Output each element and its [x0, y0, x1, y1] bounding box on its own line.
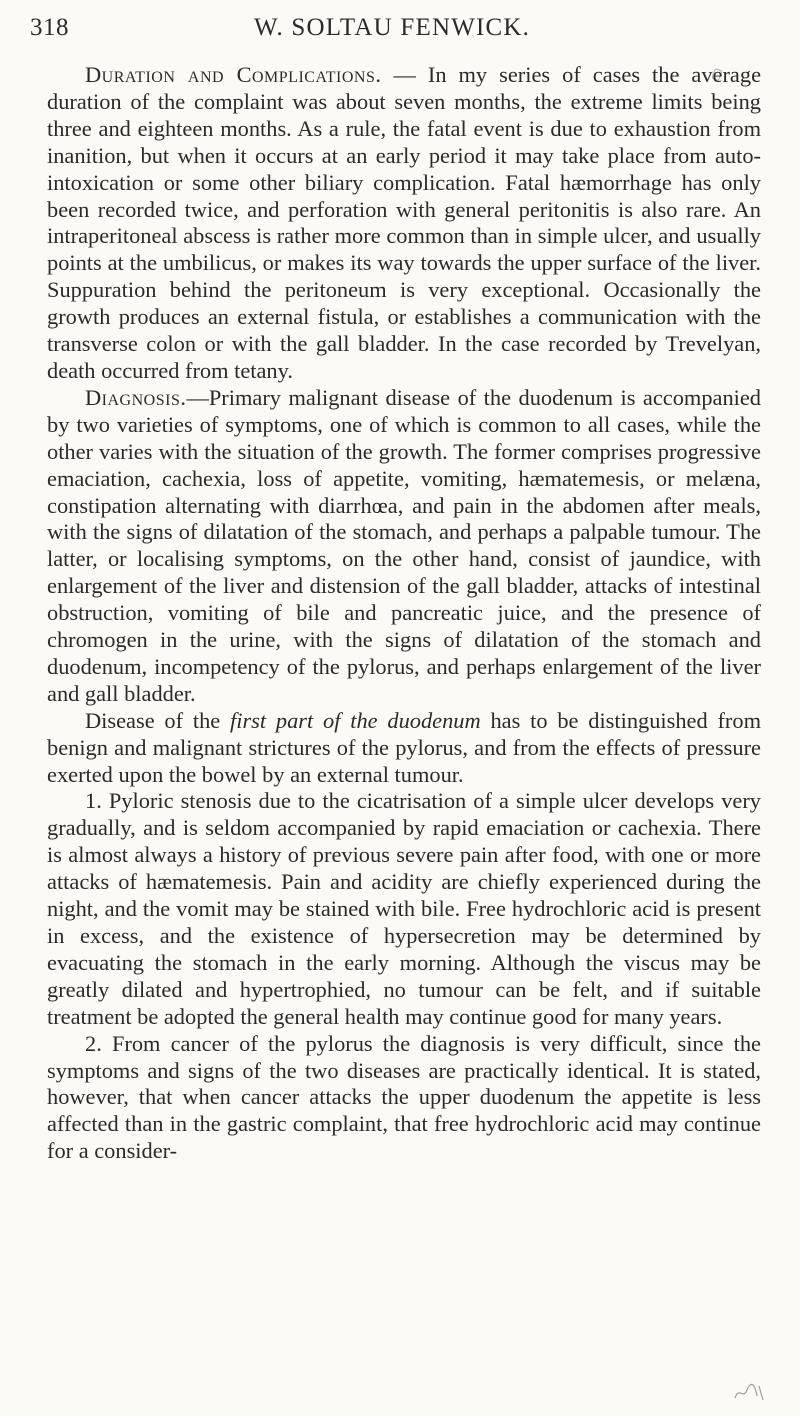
section-heading-diagnosis: Diagnosis.	[85, 384, 187, 410]
running-head: W. SOLTAU FENWICK.	[254, 14, 531, 41]
paragraph-diagnosis	[47, 385, 761, 708]
body-text	[47, 62, 761, 1165]
emphasis-text: first part of the duodenum	[230, 707, 481, 733]
paragraph-text: — In my series of cases the average duration of the complaint was about seven months, the extreme limits being three and eighteen months. As a rule, the fatal event is due to exhaustion from inanition, but when it occurs at an early period it may take place from auto-intoxication or some other biliary complication. Fatal hæmorrhage has only been recorded twice, and perforation with general peritonitis is also rare. An intraperitoneal abscess is rather more common than in simple ulcer, and usually points at the umbilicus, or makes its way towards the upper surface of the liver. Suppuration behind the peritoneum is very exceptional. Occasionally the growth produces an external fistula, or establishes a communication with the transverse colon or with the gall bladder. In the case recorded by Trevelyan, death occurred from tetany.	[47, 62, 762, 383]
paragraph-point-1: 1. Pyloric stenosis due to the cicatrisation of a simple ulcer develops very gradually, and is seldom accompanied by rapid emaciation or cachexia. There is almost always a history of previous severe pain after food, with one or more attacks of hæmatemesis. Pain and acidity are chiefly experienced during the night, and the vomit may be stained with bile. Free hydrochloric acid is present in excess, and the existence of hypersecretion may be determined by evacuating the stomach in the early morning. Although the viscus may be greatly dilated and hypertrophied, no tumour can be felt, and if suitable treatment be adopted the general health may continue good for many years.	[47, 788, 761, 1029]
paragraph-point-2: 2. From cancer of the pylorus the diagnosis is very difficult, since the symptoms and signs of the two diseases are practically identical. It is stated, however, that when cancer attacks the upper duodenum the appetite is less affected than in the gastric complaint, that free hydrochloric acid may continue for a consider-	[47, 1030, 761, 1164]
paragraph-text: Disease of the	[85, 707, 231, 733]
section-heading-duration: Duration and Complications.	[85, 62, 382, 87]
page-number: 318	[30, 14, 69, 41]
pencil-mark	[731, 1380, 771, 1404]
paragraph-text: —Primary malignant disease of the duodenum is accompanied by two varieties of symptoms, one of which is common to all cases, while the other varies with the situation of the growth. The former comprises progressive emaciation, cachexia, loss of appetite, vomiting, hæmatemesis, or melæna, constipation alternating with diarrhœa, and pain in the abdomen after meals, with the signs of dilatation of the stomach, and perhaps a palpable tumour. The latter, or localising symptoms, on the other hand, consist of jaundice, with enlargement of the liver and distension of the gall bladder, attacks of intestinal obstruction, vomiting of bile and pancreatic juice, and the presence of chromogen in the urine, with the signs of dilatation of the stomach and duodenum, incompetency of the pylorus, and perhaps enlargement of the liver and gall bladder.	[47, 384, 761, 706]
paragraph-duration	[47, 62, 761, 385]
paragraph-first-part	[47, 708, 761, 789]
paragraph-text: has to be distinguished from benign and malignant strictures of the pylorus, and from the effects of pressure exerted upon the bowel by an external tumour.	[47, 707, 761, 787]
page-header	[30, 14, 770, 54]
